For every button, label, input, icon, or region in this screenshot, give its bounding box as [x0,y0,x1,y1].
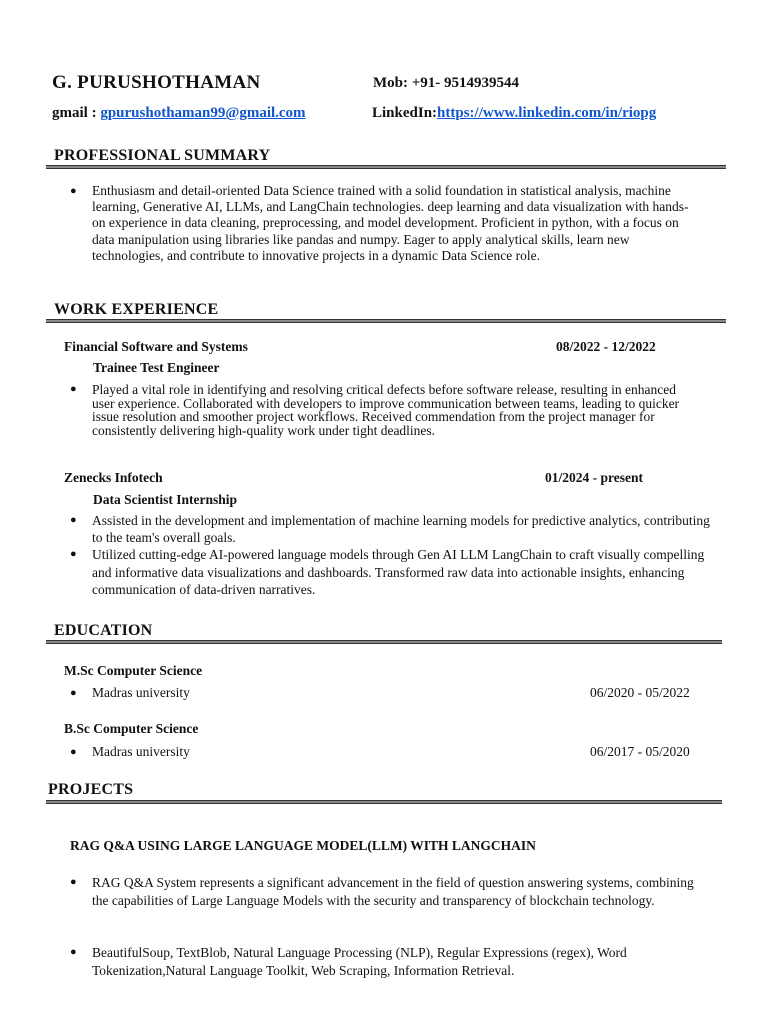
project-title: RAG Q&A USING LARGE LANGUAGE MODEL(LLM) WITH LANGCHAIN [70,838,536,853]
job-company: Financial Software and Systems [64,339,248,354]
job-role: Data Scientist Internship [93,492,238,507]
education-dates: 06/2020 - 05/2022 [590,685,690,700]
job-bullet-text: Assisted in the development and implementation of machine learning models for predictive analytics, contributing to the team's overall goals. [92,513,710,545]
mobile-number: Mob: +91- 9514939544 [373,75,520,91]
gmail-link[interactable]: gpurushothaman99@gmail.com [100,105,306,121]
bullet-icon: ● [70,548,77,560]
bullet-icon: ● [70,514,77,526]
bullet-icon: ● [70,946,77,958]
project-bullet-text: BeautifulSoup, TextBlob, Natural Language Processing (NLP), Regular Expressions (regex), Word Tokenization,Natural Language Toolkit, Web Scraping, Information Retrieval. [92,945,627,978]
education-degree: M.Sc Computer Science [64,663,203,678]
job-dates: 08/2022 - 12/2022 [556,339,656,354]
job-bullet-text: Played a vital role in identifying and resolving critical defects before software release, resulting in enhanced user experience. Collaborated with developers to improve communication between teams, leading to quicker issue resolution and smoother project workflows. Received commendation from the project manager for consistently delivering high-quality work under tight deadlines. [92,382,680,438]
summary-text: Enthusiasm and detail-oriented Data Science trained with a solid foundation in statistical analysis, machine learning, Generative AI, LLMs, and LangChain technologies. deep learning and data visualization with hands-on experience in data cleaning, preprocessing, and model development. Proficient in python, with a focus on data manipulation using libraries like pandas and numpy. Eager to apply analytical skills, learn new technologies, and contribute to innovative projects in a dynamic Data Science role. [92,183,689,263]
linkedin-label: LinkedIn: [372,105,438,121]
section-divider [46,640,722,644]
job-company: Zenecks Infotech [64,470,163,485]
gmail-line [52,105,306,122]
job-role: Trainee Test Engineer [93,360,220,375]
bullet-icon: ● [70,687,77,699]
section-divider [46,165,726,169]
education-institution: Madras university [92,744,190,759]
education-degree: B.Sc Computer Science [64,721,199,736]
education-institution: Madras university [92,685,190,700]
projects-heading: PROJECTS [48,781,134,798]
job-bullet-text: Utilized cutting-edge AI-powered language models through Gen AI LLM LangChain to craft visually compelling and informative data visualizations and dashboards. Transformed raw data into actionable insights, enhancing communication of data-driven narratives. [92,547,705,597]
gmail-label: gmail : [52,105,101,121]
bullet-icon: ● [70,383,77,395]
experience-heading: WORK EXPERIENCE [54,301,219,318]
section-divider [46,319,726,323]
section-divider [46,800,722,804]
candidate-name: G. PURUSHOTHAMAN [52,72,261,93]
bullet-icon: ● [70,185,77,197]
project-bullet-text: RAG Q&A System represents a significant advancement in the field of question answering systems, combining the capabilities of Large Language Models with the security and transparency of blockchain technology. [92,875,694,908]
linkedin-link[interactable]: https://www.linkedin.com/in/riopg [437,105,657,121]
education-dates: 06/2017 - 05/2020 [590,744,690,759]
linkedin-line [372,105,656,122]
bullet-icon: ● [70,876,77,888]
job-dates: 01/2024 - present [545,470,643,485]
summary-heading: PROFESSIONAL SUMMARY [54,147,271,164]
education-heading: EDUCATION [54,622,153,639]
bullet-icon: ● [70,746,77,758]
